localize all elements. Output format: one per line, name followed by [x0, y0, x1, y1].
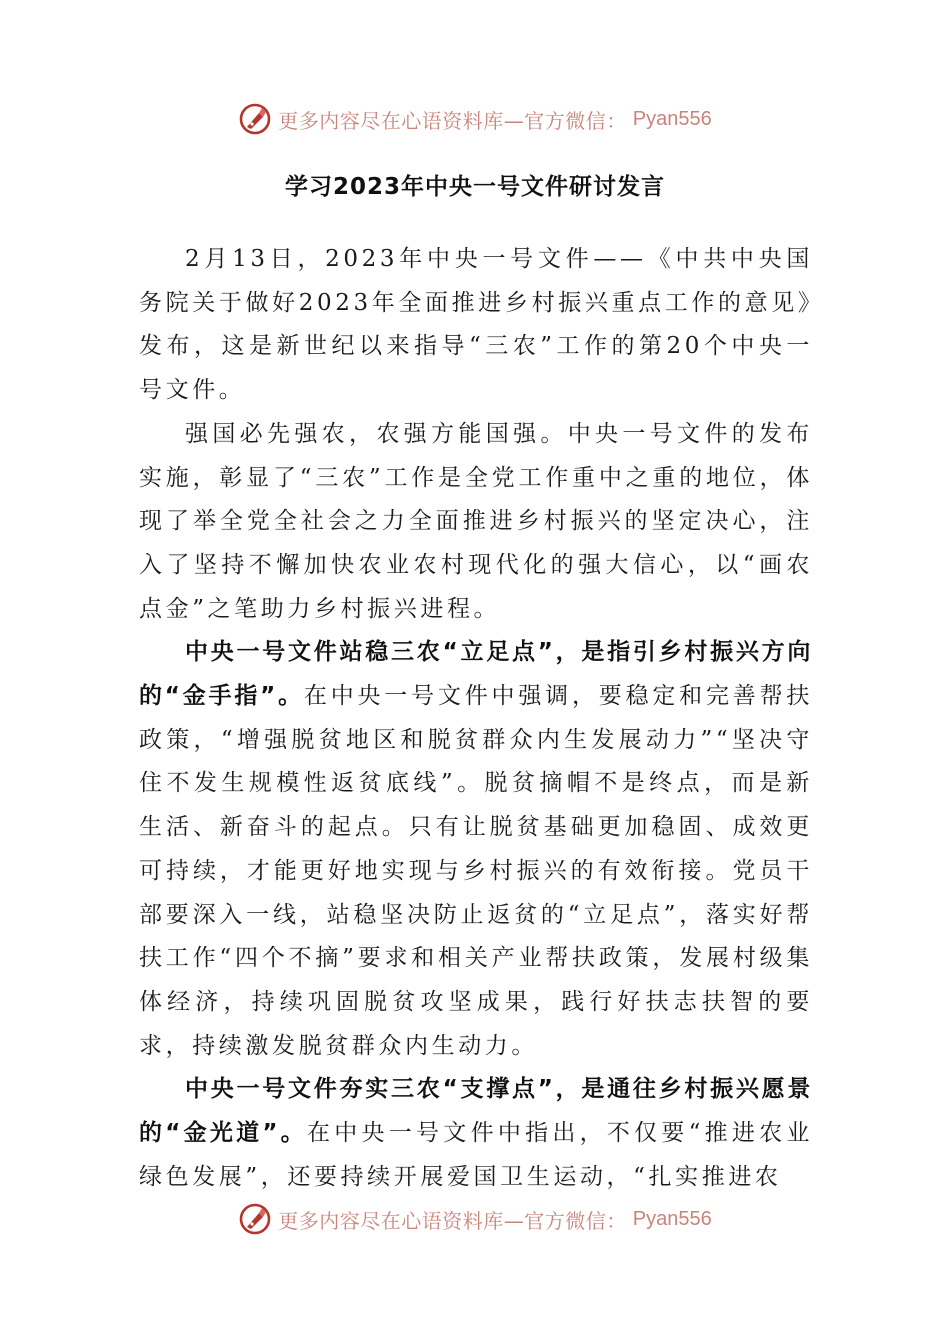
pen-nib-logo-icon	[238, 102, 272, 136]
header-wechat-id: Pyan556	[632, 107, 712, 130]
footer-banner-text: 更多内容尽在心语资料库—官方微信：	[278, 1208, 627, 1233]
paragraph-text: 在中央一号文件中指出，不仅要“推进农业绿色发展”，还要持续开展爱国卫生运动，“扎实推进农	[139, 1120, 813, 1190]
document-title: 学习2023年中央一号文件研讨发言	[284, 174, 665, 200]
paragraph	[139, 413, 813, 632]
document-body	[139, 238, 813, 1199]
header-banner-text: 更多内容尽在心语资料库—官方微信：	[278, 108, 627, 133]
pen-nib-logo-icon	[238, 1202, 272, 1236]
paragraph	[139, 238, 813, 413]
paragraph	[139, 1068, 813, 1199]
paragraph	[139, 631, 813, 1068]
paragraph-text: 在中央一号文件中强调，要稳定和完善帮扶政策，“增强脱贫地区和脱贫群众内生发展动力”“坚决守住不发生规模性返贫底线”。脱贫摘帽不是终点，而是新生活、新奋斗的起点。只有让脱贫基础更加稳固、成效更可持续，才能更好地实现与乡村振兴的有效衔接。党员干部要深入一线，站稳坚决防止返贫的“立足点”，落实好帮扶工作“四个不摘”要求和相关产业帮扶政策，发展村级集体经济，持续巩固脱贫攻坚成果，践行好扶志扶智的要求，持续激发脱贫群众内生动力。	[139, 683, 814, 1059]
paragraph-lead: 中央一号文件夯实三农“支撑点”，是通往乡村振兴愿景的“金光道”。	[139, 1076, 813, 1147]
paragraph-lead: 中央一号文件站稳三农“立足点”，是指引乡村振兴方向的“金手指”。	[139, 639, 813, 710]
header-banner	[0, 99, 950, 139]
footer-wechat-id: Pyan556	[632, 1207, 712, 1230]
footer-banner	[0, 1199, 950, 1239]
paragraph-text: 强国必先强农，农强方能国强。中央一号文件的发布实施，彰显了“三农”工作是全党工作重中之重的地位，体现了举全党全社会之力全面推进乡村振兴的坚定决心，注入了坚持不懈加快农业农村现代化的强大信心，以“画农点金”之笔助力乡村振兴进程。	[139, 420, 813, 622]
paragraph-text: 2月13日，2023年中央一号文件——《中共中央国务院关于做好2023年全面推进乡村振兴重点工作的意见》发布，这是新世纪以来指导“三农”工作的第20个中央一号文件。	[139, 246, 813, 404]
